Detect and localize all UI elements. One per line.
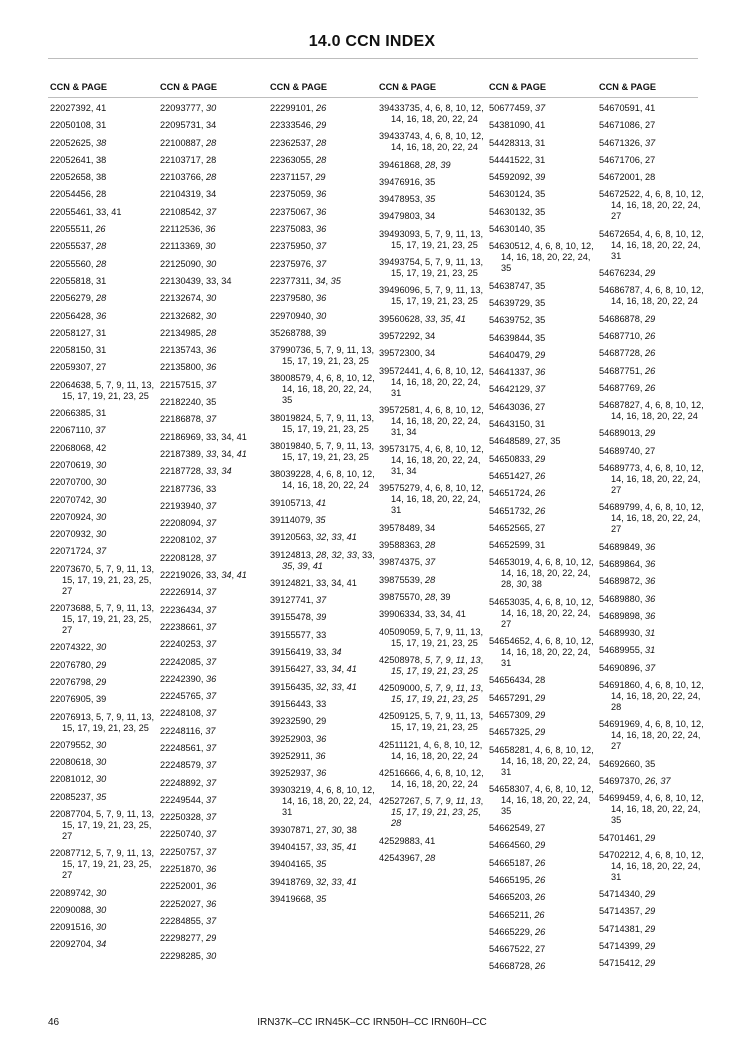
index-entry: 54642129, 37 xyxy=(489,384,546,395)
index-entry: 38019824, 5, 7, 9, 11, 13, 15, 17, 19, 21, 23, 25 xyxy=(270,412,375,434)
index-entry: 22125090, 30 xyxy=(160,258,217,269)
index-entry: 54657291, 29 xyxy=(489,692,546,703)
index-entry: 39478953, 35 xyxy=(379,194,436,205)
index-entry: 39252911, 36 xyxy=(270,750,326,761)
index-column-3 xyxy=(270,103,378,911)
index-entry: 54653035, 4, 6, 8, 10, 12, 14, 16, 18, 20, 22, 24, 27 xyxy=(489,596,594,629)
index-entry: 22055818, 31 xyxy=(50,275,107,286)
index-entry: 22080618, 30 xyxy=(50,757,107,768)
index-entry: 22363055, 28 xyxy=(270,154,327,165)
index-entry: 42508978, 5, 7, 9, 11, 13, 15, 17, 19, 21, 23, 25 xyxy=(379,654,484,676)
index-entry: 22193940, 37 xyxy=(160,500,217,511)
index-entry: 54687769, 26 xyxy=(599,382,656,393)
index-entry: 54656434, 28 xyxy=(489,675,546,686)
index-entry: 39252937, 36 xyxy=(270,768,327,779)
index-entry: 22132682, 30 xyxy=(160,310,217,321)
index-entry: 54671706, 27 xyxy=(599,154,656,165)
index-entry: 22103717, 28 xyxy=(160,154,217,165)
index-entry: 42509125, 5, 7, 9, 11, 13, 15, 17, 19, 21, 23, 25 xyxy=(379,711,484,733)
index-entry: 54691969, 4, 6, 8, 10, 12, 14, 16, 18, 20, 22, 24, 27 xyxy=(599,719,704,752)
index-entry: 54650833, 29 xyxy=(489,453,546,464)
index-entry: 22052641, 38 xyxy=(50,154,107,165)
index-entry: 39120563, 32, 33, 41 xyxy=(270,532,357,543)
index-entry: 54639844, 35 xyxy=(489,332,546,343)
index-entry: 54689740, 27 xyxy=(599,445,656,456)
index-entry: 39875570, 28, 39 xyxy=(379,591,451,602)
index-entry: 22252027, 36 xyxy=(160,898,217,909)
index-entry: 22089742, 30 xyxy=(50,887,107,898)
index-entry: 54428313, 31 xyxy=(489,137,546,148)
index-entry: 39127741, 37 xyxy=(270,595,327,606)
index-entry: 39588363, 28 xyxy=(379,540,436,551)
index-entry: 54687710, 26 xyxy=(599,330,656,341)
index-entry: 22059307, 27 xyxy=(50,362,107,373)
index-entry: 54689898, 36 xyxy=(599,610,656,621)
index-entry: 54658281, 4, 6, 8, 10, 12, 14, 16, 18, 20, 22, 24, 31 xyxy=(489,744,594,777)
index-entry: 54657325, 29 xyxy=(489,727,546,738)
index-entry: 22298277, 29 xyxy=(160,933,217,944)
index-entry: 54662549, 27 xyxy=(489,823,546,834)
index-entry: 54689849, 36 xyxy=(599,541,656,552)
index-entry: 54689799, 4, 6, 8, 10, 12, 14, 16, 18, 20, 22, 24, 27 xyxy=(599,502,704,535)
index-entry: 22085237, 35 xyxy=(50,791,107,802)
index-entry: 22248579, 37 xyxy=(160,760,217,771)
index-entry: 38039228, 4, 6, 8, 10, 12, 14, 16, 18, 20, 22, 24 xyxy=(270,469,375,491)
index-entry: 22066385, 31 xyxy=(50,408,107,419)
index-entry: 54687728, 26 xyxy=(599,348,656,359)
index-entry: 54689955, 31 xyxy=(599,645,656,656)
index-entry: 22081012, 30 xyxy=(50,774,107,785)
column-header-5: CCN & PAGE xyxy=(489,82,546,92)
index-entry: 22157515, 37 xyxy=(160,379,217,390)
index-entry: 22245765, 37 xyxy=(160,691,217,702)
index-entry: 39461868, 28, 39 xyxy=(379,159,451,170)
index-entry: 54651427, 26 xyxy=(489,470,546,481)
index-entry: 22058127, 31 xyxy=(50,327,107,338)
index-entry: 22050108, 31 xyxy=(50,120,107,131)
index-entry: 22299101, 26 xyxy=(270,103,327,113)
index-entry: 54664560, 29 xyxy=(489,840,546,851)
index-entry: 39156419, 33, 34 xyxy=(270,647,342,658)
index-column-5 xyxy=(489,103,597,979)
index-entry: 22076798, 29 xyxy=(50,676,107,687)
index-entry: 22135743, 36 xyxy=(160,345,217,356)
index-entry: 39875539, 28 xyxy=(379,574,436,585)
index-entry: 39303219, 4, 6, 8, 10, 12, 14, 16, 18, 20, 22, 24, 31 xyxy=(270,785,375,818)
index-entry: 22250328, 37 xyxy=(160,812,217,823)
index-entry: 42511121, 4, 6, 8, 10, 12, 14, 16, 18, 20, 22, 24 xyxy=(379,739,483,761)
index-entry: 54676234, 29 xyxy=(599,268,656,279)
index-entry: 54670591, 41 xyxy=(599,103,656,113)
index-entry: 22130439, 33, 34 xyxy=(160,275,232,286)
index-entry: 39479803, 34 xyxy=(379,211,436,222)
index-entry: 54672522, 4, 6, 8, 10, 12, 14, 16, 18, 20, 22, 24, 27 xyxy=(599,189,704,222)
index-entry: 39114079, 35 xyxy=(270,514,326,525)
index-entry: 54639729, 35 xyxy=(489,297,546,308)
index-entry: 50677459, 37 xyxy=(489,103,546,113)
index-entry: 22284855, 37 xyxy=(160,915,217,926)
index-entry: 39433743, 4, 6, 8, 10, 12, 14, 16, 18, 20, 22, 24 xyxy=(379,131,484,153)
index-entry: 42543967, 28 xyxy=(379,852,436,863)
index-entry: 22108542, 37 xyxy=(160,206,217,217)
index-entry: 22236434, 37 xyxy=(160,604,217,615)
index-entry: 22371157, 29 xyxy=(270,172,326,183)
index-entry: 54687751, 26 xyxy=(599,365,656,376)
index-entry: 54689930, 31 xyxy=(599,628,656,639)
index-entry: 22135800, 36 xyxy=(160,362,217,373)
index-entry: 39232590, 29 xyxy=(270,716,327,727)
index-entry: 22070924, 30 xyxy=(50,511,107,522)
index-entry: 54714340, 29 xyxy=(599,889,656,900)
index-entry: 39575279, 4, 6, 8, 10, 12, 14, 16, 18, 20, 22, 24, 31 xyxy=(379,483,484,516)
index-entry: 22093777, 30 xyxy=(160,103,217,113)
index-entry: 54687827, 4, 6, 8, 10, 12, 14, 16, 18, 20, 22, 24 xyxy=(599,400,704,422)
index-entry: 54665187, 26 xyxy=(489,857,546,868)
column-header-4: CCN & PAGE xyxy=(379,82,436,92)
index-entry: 22375059, 36 xyxy=(270,189,327,200)
index-entry: 42527267, 5, 7, 9, 11, 13, 15, 17, 19, 21, 23, 25, 28 xyxy=(379,796,484,829)
index-entry: 22087704, 5, 7, 9, 11, 13, 15, 17, 19, 21, 23, 25, 27 xyxy=(50,808,155,841)
index-entry: 54699459, 4, 6, 8, 10, 12, 14, 16, 18, 20, 22, 24, 35 xyxy=(599,793,704,826)
column-header-3: CCN & PAGE xyxy=(270,82,327,92)
index-entry: 22248892, 37 xyxy=(160,777,217,788)
index-entry: 22079552, 30 xyxy=(50,739,107,750)
index-entry: 54658307, 4, 6, 8, 10, 12, 14, 16, 18, 20, 22, 24, 35 xyxy=(489,783,594,816)
index-entry: 22091516, 30 xyxy=(50,922,107,933)
index-entry: 22187728, 33, 34 xyxy=(160,466,232,477)
index-entry: 22251870, 36 xyxy=(160,864,217,875)
index-entry: 22250757, 37 xyxy=(160,846,217,857)
index-entry: 22100887, 28 xyxy=(160,137,217,148)
index-entry: 54643150, 31 xyxy=(489,419,546,430)
index-entry: 39572441, 4, 6, 8, 10, 12, 14, 16, 18, 20, 22, 24, 31 xyxy=(379,365,484,398)
index-entry: 54714381, 29 xyxy=(599,923,656,934)
index-entry: 22242390, 36 xyxy=(160,673,217,684)
index-entry: 54653019, 4, 6, 8, 10, 12, 14, 16, 18, 20, 22, 24, 28, 30, 38 xyxy=(489,557,594,590)
index-entry: 54668728, 26 xyxy=(489,961,546,972)
index-entry: 54690896, 37 xyxy=(599,662,656,673)
index-entry: 22070742, 30 xyxy=(50,494,107,505)
index-entry: 39560628, 33, 35, 41 xyxy=(379,313,466,324)
index-entry: 22375976, 37 xyxy=(270,258,327,269)
index-entry: 22208128, 37 xyxy=(160,552,217,563)
index-entry: 22377311, 34, 35 xyxy=(270,275,341,286)
index-entry: 54672654, 4, 6, 8, 10, 12, 14, 16, 18, 20, 22, 24, 31 xyxy=(599,228,704,261)
index-entry: 54639752, 35 xyxy=(489,315,546,326)
index-entry: 35268788, 39 xyxy=(270,327,327,338)
index-entry: 22067110, 37 xyxy=(50,425,106,436)
index-entry: 22112536, 36 xyxy=(160,224,216,235)
index-entry: 54630124, 35 xyxy=(489,189,546,200)
index-entry: 54715412, 29 xyxy=(599,958,656,969)
index-entry: 38019840, 5, 7, 9, 11, 13, 15, 17, 19, 21, 23, 25 xyxy=(270,441,375,463)
index-entry: 54648589, 27, 35 xyxy=(489,436,561,447)
page-number: 46 xyxy=(48,1017,60,1028)
index-entry: 22076913, 5, 7, 9, 11, 13, 15, 17, 19, 21, 23, 25 xyxy=(50,711,155,733)
index-entry: 22970940, 30 xyxy=(270,310,327,321)
index-entry: 22027392, 41 xyxy=(50,103,107,113)
index-entry: 22249544, 37 xyxy=(160,794,217,805)
index-entry: 22186969, 33, 34, 41 xyxy=(160,431,247,442)
index-entry: 39404157, 33, 35, 41 xyxy=(270,841,357,852)
index-entry: 22076780, 29 xyxy=(50,659,107,670)
index-entry: 22187736, 33 xyxy=(160,483,217,494)
index-entry: 54665211, 26 xyxy=(489,909,545,920)
column-header-1: CCN & PAGE xyxy=(50,82,107,92)
index-entry: 39496096, 5, 7, 9, 11, 13, 15, 17, 19, 21, 23, 25 xyxy=(379,285,484,307)
index-entry: 54689013, 29 xyxy=(599,428,656,439)
index-entry: 39156443, 33 xyxy=(270,698,327,709)
index-entry: 22375083, 36 xyxy=(270,224,327,235)
index-entry: 54592092, 39 xyxy=(489,172,546,183)
index-entry: 22052625, 38 xyxy=(50,137,107,148)
index-entry: 39433735, 4, 6, 8, 10, 12, 14, 16, 18, 20, 22, 24 xyxy=(379,103,484,124)
index-entry: 54381090, 41 xyxy=(489,120,546,131)
index-entry: 54714399, 29 xyxy=(599,940,656,951)
index-entry: 22103766, 28 xyxy=(160,172,217,183)
index-entry: 22070619, 30 xyxy=(50,459,107,470)
index-entry: 54671326, 37 xyxy=(599,137,656,148)
index-entry: 39906334, 33, 34, 41 xyxy=(379,609,466,620)
index-entry: 54689864, 36 xyxy=(599,558,656,569)
index-entry: 39418769, 32, 33, 41 xyxy=(270,876,357,887)
index-entry: 22055560, 28 xyxy=(50,258,107,269)
index-entry: 22052658, 38 xyxy=(50,172,107,183)
index-entry: 54640479, 29 xyxy=(489,349,546,360)
index-entry: 39404165, 35 xyxy=(270,859,327,870)
index-entry: 22248116, 37 xyxy=(160,725,216,736)
index-entry: 54630140, 35 xyxy=(489,224,546,235)
index-entry: 54657309, 29 xyxy=(489,709,546,720)
index-entry: 54630512, 4, 6, 8, 10, 12, 14, 16, 18, 20, 22, 24, 35 xyxy=(489,241,594,274)
index-entry: 42509000, 5, 7, 9, 11, 13, 15, 17, 19, 21, 23, 25 xyxy=(379,683,484,705)
index-entry: 54689872, 36 xyxy=(599,576,656,587)
index-entry: 22250740, 37 xyxy=(160,829,217,840)
index-entry: 54686878, 29 xyxy=(599,313,656,324)
index-entry: 40509059, 5, 7, 9, 11, 13, 15, 17, 19, 21, 23, 25 xyxy=(379,626,484,648)
index-entry: 22187389, 33, 34, 41 xyxy=(160,448,247,459)
index-entry: 54667522, 27 xyxy=(489,944,546,955)
index-entry: 22076905, 39 xyxy=(50,694,107,705)
index-entry: 22068068, 42 xyxy=(50,442,107,453)
index-entry: 22248561, 37 xyxy=(160,742,217,753)
index-entry: 54651732, 26 xyxy=(489,505,546,516)
index-entry: 22090088, 30 xyxy=(50,904,107,915)
index-entry: 39156427, 33, 34, 41 xyxy=(270,664,357,675)
index-entry: 39419668, 35 xyxy=(270,893,327,904)
index-entry: 39493093, 5, 7, 9, 11, 13, 15, 17, 19, 21, 23, 25 xyxy=(379,228,484,250)
index-entry: 39578489, 34 xyxy=(379,522,436,533)
index-entry: 22248108, 37 xyxy=(160,708,217,719)
index-entry: 54689773, 4, 6, 8, 10, 12, 14, 16, 18, 20, 22, 24, 27 xyxy=(599,463,704,496)
index-entry: 22252001, 36 xyxy=(160,881,217,892)
index-entry: 22092704, 34 xyxy=(50,939,107,950)
index-entry: 22333546, 29 xyxy=(270,120,327,131)
index-entry: 22242085, 37 xyxy=(160,656,217,667)
index-entry: 38008579, 4, 6, 8, 10, 12, 14, 16, 18, 20, 22, 24, 35 xyxy=(270,373,375,406)
index-entry: 39155577, 33 xyxy=(270,629,327,640)
index-entry: 22070932, 30 xyxy=(50,529,107,540)
index-entry: 22186878, 37 xyxy=(160,414,217,425)
index-entry: 54641337, 36 xyxy=(489,367,546,378)
index-entry: 54691860, 4, 6, 8, 10, 12, 14, 16, 18, 20, 22, 24, 28 xyxy=(599,680,704,713)
index-entry: 22055511, 26 xyxy=(50,224,106,235)
model-list: IRN37K–CC IRN45K–CC IRN50H–CC IRN60H–CC xyxy=(257,1017,487,1028)
index-entry: 54441522, 31 xyxy=(489,154,546,165)
index-entry: 39124813, 28, 32, 33, 33, 35, 39, 41 xyxy=(270,549,375,571)
index-entry: 22379580, 36 xyxy=(270,293,327,304)
index-entry: 22056428, 36 xyxy=(50,310,107,321)
index-entry: 39252903, 36 xyxy=(270,733,327,744)
index-entry: 22208102, 37 xyxy=(160,535,217,546)
index-entry: 42516666, 4, 6, 8, 10, 12, 14, 16, 18, 20, 22, 24 xyxy=(379,768,484,790)
index-entry: 22058150, 31 xyxy=(50,345,107,356)
index-entry: 22054456, 28 xyxy=(50,189,107,200)
index-entry: 39476916, 35 xyxy=(379,176,436,187)
index-entry: 54697370, 26, 37 xyxy=(599,775,671,786)
index-entry: 54665229, 26 xyxy=(489,926,546,937)
index-column-6 xyxy=(599,103,707,976)
index-entry: 54701461, 29 xyxy=(599,832,656,843)
index-entry: 22219026, 33, 34, 41 xyxy=(160,570,247,581)
index-entry: 22104319, 34 xyxy=(160,189,217,200)
index-entry: 39307871, 27, 30, 38 xyxy=(270,824,357,835)
index-entry: 22375950, 37 xyxy=(270,241,327,252)
index-entry: 22132674, 30 xyxy=(160,293,217,304)
title-divider xyxy=(48,58,698,59)
index-entry: 39572581, 4, 6, 8, 10, 12, 14, 16, 18, 20, 22, 24, 31, 34 xyxy=(379,404,484,437)
index-entry: 54702212, 4, 6, 8, 10, 12, 14, 16, 18, 20, 22, 24, 31 xyxy=(599,849,704,882)
index-entry: 39572300, 34 xyxy=(379,348,436,359)
index-entry: 22056279, 28 xyxy=(50,293,107,304)
index-entry: 22182240, 35 xyxy=(160,397,217,408)
index-entry: 54638747, 35 xyxy=(489,280,546,291)
page-title: 14.0 CCN INDEX xyxy=(308,33,436,50)
header-divider xyxy=(48,97,698,98)
column-header-2: CCN & PAGE xyxy=(160,82,217,92)
index-entry: 22087712, 5, 7, 9, 11, 13, 15, 17, 19, 21, 23, 25, 27 xyxy=(50,848,155,881)
index-entry: 22240253, 37 xyxy=(160,639,217,650)
index-entry: 39124821, 33, 34, 41 xyxy=(270,577,357,588)
index-entry: 39155478, 39 xyxy=(270,612,327,623)
index-entry: 54692660, 35 xyxy=(599,758,656,769)
index-entry: 39105713, 41 xyxy=(270,497,327,508)
index-entry: 54643036, 27 xyxy=(489,401,546,412)
index-entry: 22073670, 5, 7, 9, 11, 13, 15, 17, 19, 21, 23, 25, 27 xyxy=(50,563,155,596)
column-header-6: CCN & PAGE xyxy=(599,82,656,92)
index-entry: 22113369, 30 xyxy=(160,241,216,252)
index-entry: 54714357, 29 xyxy=(599,906,656,917)
index-entry: 54654652, 4, 6, 8, 10, 12, 14, 16, 18, 20, 22, 24, 31 xyxy=(489,636,594,669)
index-entry: 54665195, 26 xyxy=(489,874,546,885)
index-entry: 22375067, 36 xyxy=(270,206,327,217)
index-entry: 39493754, 5, 7, 9, 11, 13, 15, 17, 19, 21, 23, 25 xyxy=(379,257,484,279)
index-entry: 22208094, 37 xyxy=(160,518,217,529)
index-entry: 22134985, 28 xyxy=(160,327,217,338)
index-column-2 xyxy=(160,103,268,968)
index-entry: 39572292, 34 xyxy=(379,330,436,341)
index-entry: 39874375, 37 xyxy=(379,557,436,568)
index-entry: 54651724, 26 xyxy=(489,488,546,499)
index-entry: 54652599, 31 xyxy=(489,540,546,551)
index-entry: 22071724, 37 xyxy=(50,546,107,557)
index-entry: 54652565, 27 xyxy=(489,522,546,533)
index-entry: 22073688, 5, 7, 9, 11, 13, 15, 17, 19, 21, 23, 25, 27 xyxy=(50,603,155,636)
index-column-4 xyxy=(379,103,487,870)
index-entry: 22064638, 5, 7, 9, 11, 13, 15, 17, 19, 21, 23, 25 xyxy=(50,379,155,401)
index-entry: 22362537, 28 xyxy=(270,137,327,148)
index-entry: 54630132, 35 xyxy=(489,206,546,217)
index-column-1 xyxy=(50,103,158,957)
index-entry: 22055461, 33, 41 xyxy=(50,206,122,217)
index-entry: 54672001, 28 xyxy=(599,172,656,183)
index-entry: 22226914, 37 xyxy=(160,587,217,598)
index-entry: 54686787, 4, 6, 8, 10, 12, 14, 16, 18, 20, 22, 24 xyxy=(599,285,704,307)
index-entry: 22070700, 30 xyxy=(50,477,107,488)
index-entry: 37990736, 5, 7, 9, 11, 13, 15, 17, 19, 21, 23, 25 xyxy=(270,345,375,367)
index-entry: 22074322, 30 xyxy=(50,642,107,653)
index-entry: 54665203, 26 xyxy=(489,892,546,903)
index-entry: 22298285, 30 xyxy=(160,950,217,961)
index-entry: 39156435, 32, 33, 41 xyxy=(270,681,357,692)
index-entry: 42529883, 41 xyxy=(379,835,436,846)
index-entry: 54671086, 27 xyxy=(599,120,656,131)
index-entry: 22055537, 28 xyxy=(50,241,107,252)
index-entry: 22095731, 34 xyxy=(160,120,217,131)
index-entry: 22238661, 37 xyxy=(160,621,217,632)
index-entry: 54689880, 36 xyxy=(599,593,656,604)
index-entry: 39573175, 4, 6, 8, 10, 12, 14, 16, 18, 20, 22, 24, 31, 34 xyxy=(379,444,484,477)
